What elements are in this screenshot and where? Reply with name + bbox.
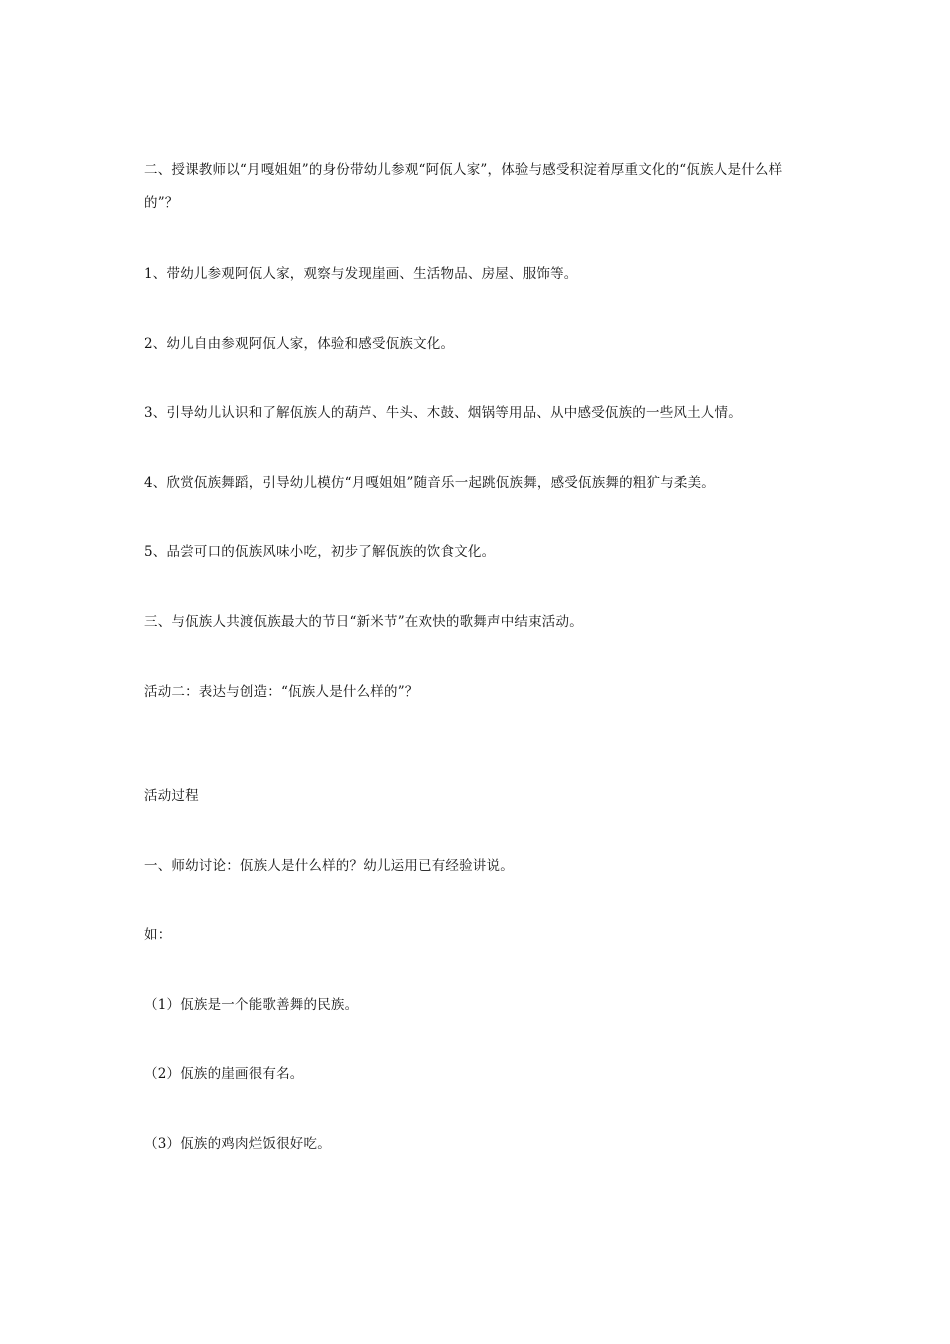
- paragraph-example-1: （1）佤族是一个能歌善舞的民族。: [144, 997, 359, 1013]
- paragraph-step-5: 5、品尝可口的佤族风味小吃，初步了解佤族的饮食文化。: [144, 544, 496, 560]
- paragraph-activity-process-heading: 活动过程: [144, 788, 199, 804]
- paragraph-section-two: 二、授课教师以“月嘎姐姐”的身份带幼儿参观“阿佤人家”，体验与感受积淀着厚重文化的“佤族人是什么样的”？: [144, 162, 783, 211]
- paragraph-section-three: 三、与佤族人共渡佤族最大的节日“新米节”在欢快的歌舞声中结束活动。: [144, 614, 583, 630]
- paragraph-example-2: （2）佤族的崖画很有名。: [144, 1066, 304, 1082]
- paragraph-step-3: 3、引导幼儿认识和了解佤族人的葫芦、牛头、木鼓、烟锅等用品、从中感受佤族的一些风土人情。: [144, 405, 742, 421]
- paragraph-activity-two-title: 活动二：表达与创造：“佤族人是什么样的”？: [144, 684, 419, 700]
- paragraph-step-4: 4、欣赏佤族舞蹈，引导幼儿模仿“月嘎姐姐”随音乐一起跳佤族舞，感受佤族舞的粗犷与柔美。: [144, 475, 715, 491]
- paragraph-step-2: 2、幼儿自由参观阿佤人家，体验和感受佤族文化。: [144, 336, 455, 352]
- paragraph-example-3: （3）佤族的鸡肉烂饭很好吃。: [144, 1136, 331, 1152]
- paragraph-example-label: 如：: [144, 927, 172, 943]
- paragraph-discussion: 一、师幼讨论：佤族人是什么样的？幼儿运用已有经验讲说。: [144, 858, 514, 874]
- paragraph-step-1: 1、带幼儿参观阿佤人家，观察与发现崖画、生活物品、房屋、服饰等。: [144, 266, 578, 282]
